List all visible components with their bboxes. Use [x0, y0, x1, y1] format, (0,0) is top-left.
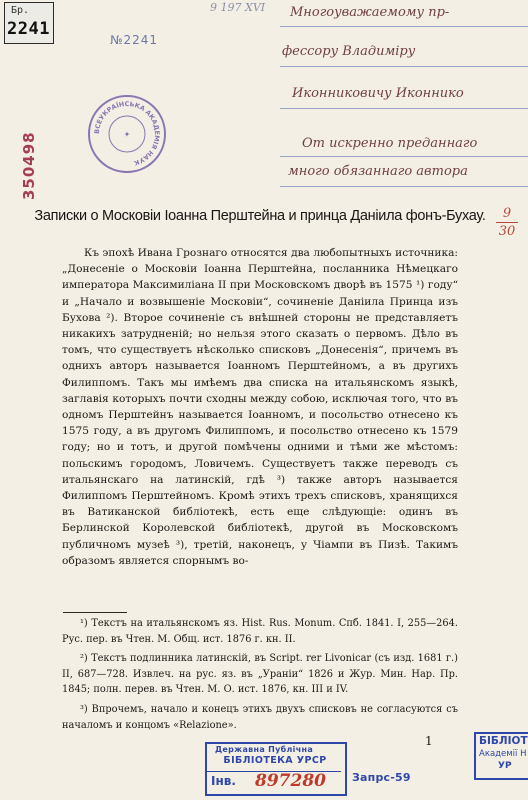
inscription-guide-line	[280, 186, 528, 187]
corner-stamp-line2: Академії Н	[479, 749, 527, 759]
rect-stamp-line2: БІБЛІОТЕКА УРСР	[223, 755, 327, 766]
corner-library-stamp	[474, 732, 528, 780]
page-number: 1	[425, 734, 433, 748]
inscription-line: много обязаннаго автора	[288, 164, 468, 179]
fraction-bottom: 30	[498, 224, 516, 239]
inscription-guide-line	[280, 26, 528, 27]
inscription-line: фессору Владиміру	[282, 44, 416, 59]
round-stamp-emblem: ✦	[123, 130, 131, 139]
rect-stamp-line1: Державна Публічна	[215, 745, 314, 754]
round-stamp-seal	[90, 97, 164, 171]
handwritten-inventory: 9 197 XVI	[210, 1, 266, 14]
rect-library-stamp	[205, 742, 347, 796]
inscription-line: Иконниковичу Иконнико	[292, 86, 464, 101]
fraction-shelf-mark	[492, 206, 522, 239]
handwritten-dedication	[272, 0, 528, 200]
corner-stamp-line3: УР	[498, 761, 512, 771]
fraction-top: 9	[502, 206, 512, 221]
rect-stamp-inv-label: Інв.	[211, 774, 236, 788]
inscription-guide-line	[280, 108, 528, 109]
inscription-guide-line	[280, 66, 528, 67]
shelf-label-number: 2241	[7, 19, 50, 39]
shelf-label	[4, 2, 54, 44]
document-title: Записки о Московіи Іоанна Перштейна и принца Даніила фонъ-Бухау.	[34, 208, 486, 224]
inscription-line: От искренно преданнаго	[302, 136, 478, 151]
vertical-inventory-number: 350498	[20, 131, 38, 200]
footnote-1: ¹) Текстъ на итальянскомъ яз. Hist. Rus. Monum. Спб. 1841. I, 255—264. Рус. пер. въ Чтен. М. Общ. ист. 1876 г. кн. II.	[62, 618, 458, 645]
stamped-number: №2241	[110, 33, 159, 47]
body-paragraph: Къ эпохѣ Ивана Грознаго относятся два любопытныхъ источника: „Донесеніе о Московіи Іоанна Перштейна, посланника Нѣмецкаго императора Максимиліана II при Московскомъ дворѣ въ 1575 ¹) году“ и „Начало и возвышеніе Московіи“, сочиненіе Даніила Принца изъ Бухова ²). Второе сочиненіе съ внѣшней стороны не представляетъ никакихъ затрудненій; но нельзя этого сказать о первомъ. Дѣло въ томъ, что существуетъ нѣсколько списковъ „Донесенія“, причемъ въ однихъ авторъ называется Іоанномъ Перштейномъ, а въ другихъ Филиппомъ. Такъ мы имѣемъ два списка на итальянскомъ языкѣ, заглавія которыхъ почти сходны между собою, исключая того, что въ одномъ Перштейнъ называется Іоанномъ, и посольство отнесено къ 1575 году, а въ другомъ Филиппомъ, и посольство отнесено къ 1579 году; но и тотъ, и другой помѣчены одними и тѣми же мѣстомъ: польскимъ городомъ, Ловичемъ. Существуетъ также переводъ съ итальянскаго на латинскій, гдѣ ³) также авторъ называется Филиппомъ Перштейномъ. Кромѣ этихъ трехъ списковъ, хранящихся въ Ватиканской библіотекѣ, есть еще слѣдующіе: одинъ въ Берлинской Королевской библіотекѣ, другой въ Московскомъ публичномъ музеѣ ³), третій, наконецъ, у Чіампи въ Пизѣ. Такимъ образомъ является спорнымъ во-	[62, 247, 458, 567]
shelf-label-prefix: Бр.	[11, 5, 30, 16]
rect-stamp-inventory-row	[207, 771, 341, 791]
corner-stamp-line1: БІБЛІОТ	[479, 735, 528, 747]
footnote-2: ²) Текстъ подлинника латинскій, въ Script. rer Livonicar (съ изд. 1681 г.) II, 687—728. Извлеч. на рус. яз. въ „Ураніи“ 1826 и Жур. Мин. Нар. Пр. 1845; полн. перев. въ Чтен. М. О. ист. 1876, кн. III и IV.	[62, 653, 458, 696]
round-library-stamp	[88, 95, 166, 173]
round-stamp-text: ВСЕУКРАЇНСЬКА АКАДЕМІЯ НАУК	[92, 99, 162, 168]
fraction-line	[496, 222, 518, 223]
inscription-guide-line	[280, 156, 528, 157]
rect-stamp-inv-number: 897280	[255, 771, 326, 791]
footnote-3: ³) Впрочемъ, начало и конецъ этихъ двухъ списковъ не согласуются съ началомъ и концомъ «Relazione».	[62, 703, 458, 731]
inscription-line: Многоуважаемому пр-	[290, 5, 450, 20]
footnote-divider	[63, 612, 127, 613]
footnotes	[62, 616, 458, 737]
entry-stamp: Запрс-59	[352, 771, 411, 784]
